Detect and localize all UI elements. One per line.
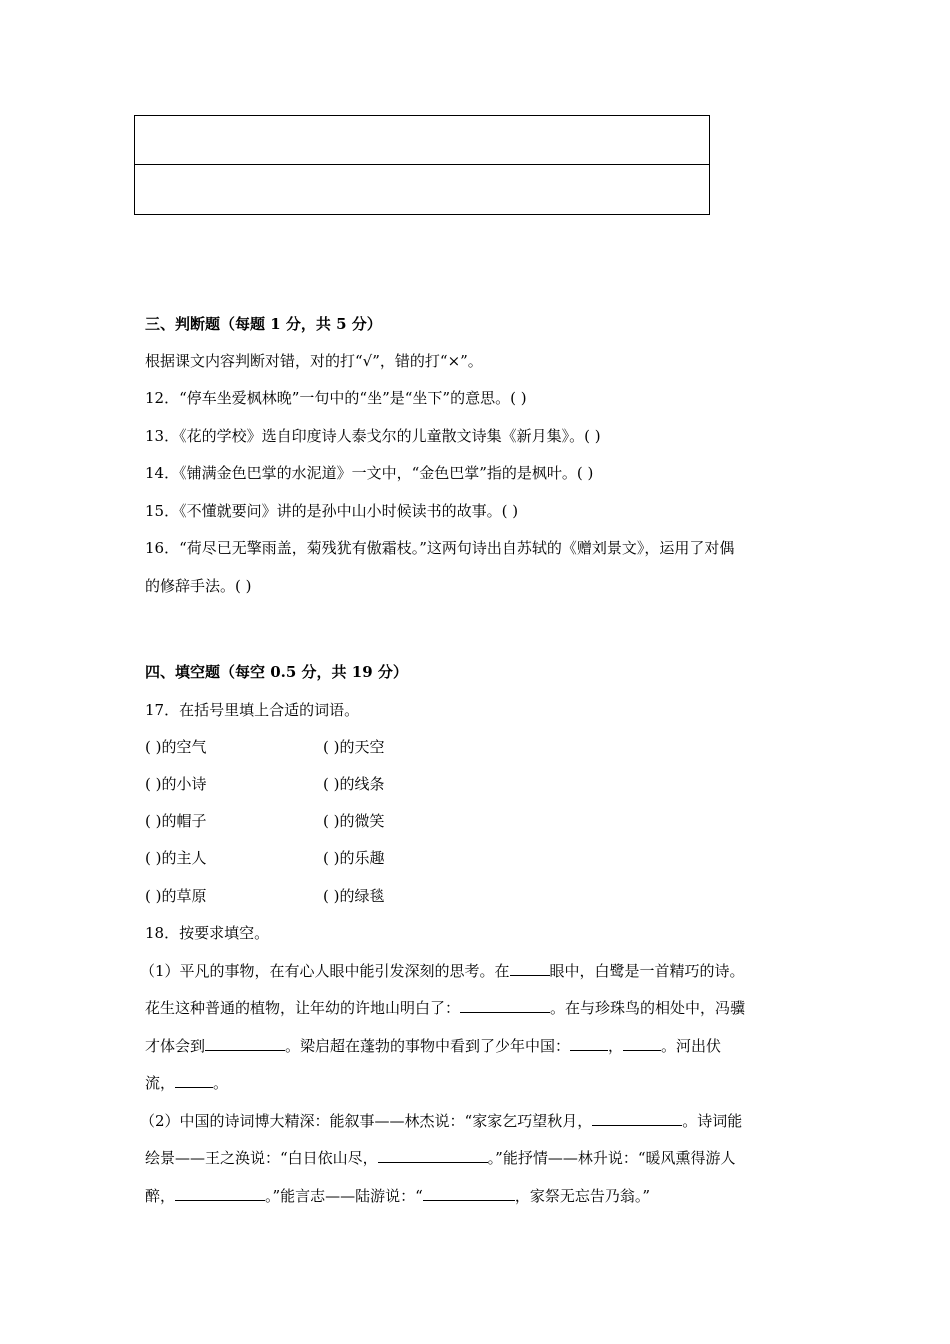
word-pair-row <box>145 848 385 868</box>
fill-blank[interactable] <box>175 1073 213 1088</box>
text-segment: ， <box>608 1037 624 1055</box>
word-blank-right[interactable]: ( )的绿毯 <box>323 887 385 905</box>
question-12: 12．“停车坐爱枫林晚”一句中的“坐”是“坐下”的意思。( ) <box>145 389 527 407</box>
fill-blank[interactable] <box>423 1186 515 1201</box>
text-segment: （2）中国的诗词博大精深：能叙事——林杰说：“家家乞巧望秋月， <box>140 1112 593 1130</box>
word-blank-left[interactable]: ( )的主人 <box>145 849 207 867</box>
answer-box <box>134 115 710 215</box>
word-blank-right[interactable]: ( )的天空 <box>323 738 385 756</box>
text-segment: 。诗词能 <box>682 1112 743 1130</box>
answer-box-row-2[interactable] <box>135 165 709 214</box>
word-blank-left[interactable]: ( )的空气 <box>145 738 207 756</box>
text-segment: 。梁启超在蓬勃的事物中看到了少年中国： <box>285 1037 571 1055</box>
fill-blank[interactable] <box>378 1148 488 1163</box>
q18-part-1-line-3 <box>145 1036 721 1056</box>
fill-blank[interactable] <box>175 1186 265 1201</box>
text-segment: 才体会到 <box>145 1037 206 1055</box>
q18-part-2-line-1 <box>140 1111 742 1131</box>
word-pair-row <box>145 774 385 794</box>
question-15: 15．《不懂就要问》讲的是孙中山小时候读书的故事。( ) <box>145 502 519 520</box>
fill-blank[interactable] <box>460 998 550 1013</box>
fill-blank[interactable] <box>205 1036 285 1051</box>
text-segment: 花生这种普通的植物，让年幼的许地山明白了： <box>145 999 461 1017</box>
text-segment: 。”能抒情——林升说：“暖风熏得游人 <box>487 1149 736 1167</box>
word-blank-left[interactable]: ( )的小诗 <box>145 775 207 793</box>
word-blank-left[interactable]: ( )的草原 <box>145 887 207 905</box>
text-segment: 流， <box>145 1074 176 1092</box>
question-16-line-1: 16．“荷尽已无擎雨盖，菊残犹有傲霜枝。”这两句诗出自苏轼的《赠刘景文》，运用了对偶 <box>145 539 735 557</box>
text-segment: （1）平凡的事物，在有心人眼中能引发深刻的思考。在 <box>140 962 510 980</box>
text-segment: 醉， <box>145 1187 176 1205</box>
fill-blank[interactable] <box>570 1036 608 1051</box>
section-4-title: 四、填空题（每空 0.5 分，共 19 分） <box>145 663 408 681</box>
section-3-instruction: 根据课文内容判断对错，对的打“√”，错的打“×”。 <box>145 352 483 370</box>
text-segment: ，家祭无忘告乃翁。” <box>514 1187 651 1205</box>
text-segment: 。河出伏 <box>661 1037 722 1055</box>
text-segment: 眼中，白鹭是一首精巧的诗。 <box>549 962 745 980</box>
question-14: 14．《铺满金色巴掌的水泥道》一文中，“金色巴掌”指的是枫叶。( ) <box>145 464 594 482</box>
text-segment: 。在与珍珠鸟的相处中，冯骥 <box>550 999 746 1017</box>
text-segment: 绘景——王之涣说：“白日依山尽， <box>145 1149 378 1167</box>
word-pair-row <box>145 737 385 757</box>
q18-part-1-line-1 <box>140 961 745 981</box>
question-13: 13．《花的学校》选自印度诗人泰戈尔的儿童散文诗集《新月集》。( ) <box>145 427 601 445</box>
q18-part-1-line-2 <box>145 998 745 1018</box>
question-16-line-2: 的修辞手法。( ) <box>145 577 252 595</box>
section-3-title: 三、判断题（每题 1 分，共 5 分） <box>145 315 382 333</box>
text-segment: 。”能言志——陆游说：“ <box>265 1187 423 1205</box>
word-blank-right[interactable]: ( )的线条 <box>323 775 385 793</box>
word-blank-left[interactable]: ( )的帽子 <box>145 812 207 830</box>
text-segment: 。 <box>213 1074 229 1092</box>
fill-blank[interactable] <box>623 1036 661 1051</box>
question-17: 17．在括号里填上合适的词语。 <box>145 701 360 719</box>
q18-part-1-line-4 <box>145 1073 228 1093</box>
fill-blank[interactable] <box>510 961 550 976</box>
word-blank-right[interactable]: ( )的乐趣 <box>323 849 385 867</box>
answer-box-row-1[interactable] <box>135 116 709 165</box>
q18-part-2-line-2 <box>145 1148 736 1168</box>
fill-blank[interactable] <box>592 1111 682 1126</box>
word-pair-row <box>145 811 385 831</box>
question-18: 18．按要求填空。 <box>145 924 270 942</box>
q18-part-2-line-3 <box>145 1186 650 1206</box>
word-blank-right[interactable]: ( )的微笑 <box>323 812 385 830</box>
word-pair-row <box>145 886 385 906</box>
